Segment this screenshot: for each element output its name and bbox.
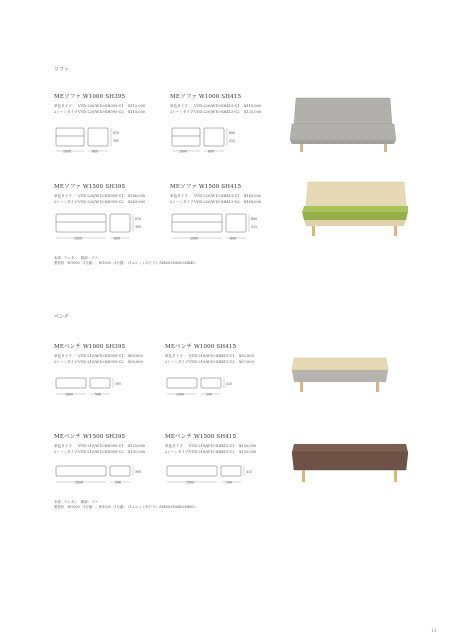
- product-title: MEソファ W1500 SH395: [54, 184, 126, 190]
- dim-seat-height: 415: [229, 139, 236, 143]
- spec-row: 2トーンタイプVVD-220/W15-SH415-C2 ¥169,000: [170, 200, 262, 204]
- spec-row: 単色タイプ VVD-210/W15-SH415-C1 ¥130,000: [165, 444, 257, 448]
- dim-depth: 540: [115, 480, 122, 485]
- product-block-sofa-w1000-sh395: [54, 92, 145, 115]
- spec-row: 単色タイプ VVD-210/W10-SH395-C1 ¥89,000: [54, 354, 143, 358]
- dim-depth: 600: [114, 236, 121, 241]
- bench-notes: [54, 500, 198, 510]
- spec-row: 単色タイプ VVD-210/W15-SH395-C1 ¥125,000: [54, 444, 146, 448]
- product-block-bench-w1000-sh395: [54, 342, 143, 365]
- dim-width: 1500: [75, 480, 84, 485]
- note-line: 張材料 W1000（1分割）、W1500（1分割） (1ユニットあたり)（W450×D640×H600）: [54, 505, 198, 509]
- dim-width: 1000: [179, 149, 188, 154]
- product-block-sofa-w1500-sh415: [170, 182, 261, 205]
- product-title: MEベンチ W1000 SH415: [165, 344, 237, 350]
- product-title: MEベンチ W1000 SH395: [54, 344, 126, 350]
- product-block-sofa-w1500-sh395: [54, 182, 145, 205]
- product-block-sofa-w1000-sh415: [170, 92, 261, 115]
- dim-seat-height: 395: [135, 225, 142, 229]
- product-block-bench-w1500-sh415: [165, 432, 256, 455]
- page-number: 11: [431, 629, 437, 634]
- product-block-bench-w1500-sh395: [54, 432, 145, 455]
- spec-row: 単色タイプ VVD-210/W10-SH415-C1 ¥92,000: [165, 354, 254, 358]
- spec-row: 単色タイプ VVD-220/W15-SH395-C1 ¥156,000: [54, 194, 146, 198]
- bench-w1500-sh415-drawing: [165, 462, 269, 488]
- sofa-w1000-sh415-drawing: [170, 126, 240, 156]
- sofa-gray-photo: [290, 94, 398, 154]
- bench-brown-photo: [290, 440, 410, 490]
- dim-width: 1500: [190, 236, 199, 241]
- product-title: MEベンチ W1500 SH415: [165, 434, 237, 440]
- spec-row: 2トーンタイプVVD-210/W10-SH395-C2 ¥95,000: [54, 360, 143, 364]
- dim-seat-height: 395: [135, 470, 142, 474]
- dim-width: 1000: [176, 392, 185, 397]
- sofa-notes: [54, 256, 198, 266]
- spec-row: 単色タイプ VVD-220/W10-SH415-C1 ¥119,000: [170, 104, 262, 108]
- dim-depth: 600: [208, 149, 215, 154]
- note-line: 本体：ウレタン 脚部：ブナ: [54, 256, 98, 260]
- spec-row: 2トーンタイプVVD-220/W10-SH415-C2 ¥125,000: [170, 110, 262, 114]
- dim-depth: 540: [226, 480, 233, 485]
- dim-height: 890: [251, 217, 258, 221]
- dim-height: 870: [113, 131, 120, 135]
- product-title: MEベンチ W1500 SH395: [54, 434, 126, 440]
- dim-depth: 540: [95, 392, 102, 397]
- dim-depth: 600: [92, 149, 99, 154]
- sofa-w1000-sh395-drawing: [54, 126, 124, 156]
- dim-width: 1000: [65, 392, 74, 397]
- sofa-w1500-sh415-drawing: [170, 212, 270, 244]
- dim-width: 1500: [74, 236, 83, 241]
- spec-row: 単色タイプ VVD-220/W15-SH415-C1 ¥163,000: [170, 194, 262, 198]
- spec-row: 2トーンタイプVVD-210/W15-SH415-C2 ¥135,000: [165, 450, 257, 454]
- dim-height: 890: [229, 131, 236, 135]
- note-line: 本体：ウレタン 脚部：ブナ: [54, 500, 98, 504]
- spec-row: 2トーンタイプVVD-210/W15-SH395-C2 ¥131,000: [54, 450, 146, 454]
- dim-width: 1500: [186, 480, 195, 485]
- dim-seat-height: 415: [251, 225, 258, 229]
- dim-depth: 600: [230, 236, 237, 241]
- product-title: MEソファ W1000 SH395: [54, 94, 126, 100]
- dim-height: 870: [135, 217, 142, 221]
- note-line: 張材料 W1000（1分割）、W1500（1分割） (1ユニットあたり)（W450×D600×H640）: [54, 261, 198, 265]
- product-block-bench-w1000-sh415: [165, 342, 254, 365]
- dim-seat-height: 395: [113, 139, 120, 143]
- bench-w1000-sh395-drawing: [54, 374, 134, 400]
- dim-seat-height: 395: [115, 382, 122, 386]
- spec-row: 2トーンタイプVVD-210/W10-SH415-C2 ¥97,000: [165, 360, 254, 364]
- dim-seat-height: 415: [226, 382, 233, 386]
- bench-beige-gray-photo: [290, 354, 390, 400]
- spec-row: 2トーンタイプVVD-220/W10-SH395-C2 ¥118,000: [54, 110, 146, 114]
- sofa-beige-green-photo: [300, 178, 410, 240]
- dim-seat-height: 415: [246, 470, 253, 474]
- dim-width: 1000: [63, 149, 72, 154]
- bench-w1500-sh395-drawing: [54, 462, 158, 488]
- product-title: MEソファ W1000 SH415: [170, 94, 242, 100]
- bench-w1000-sh415-drawing: [165, 374, 245, 400]
- spec-row: 2トーンタイプVVD-220/W15-SH395-C2 ¥163,000: [54, 200, 146, 204]
- section-label-sofa: ソファ: [54, 67, 69, 73]
- dim-depth: 540: [206, 392, 213, 397]
- sofa-w1500-sh395-drawing: [54, 212, 154, 244]
- spec-row: 単色タイプ VVD-220/W10-SH395-C1 ¥112,000: [54, 104, 146, 108]
- product-title: MEソファ W1500 SH415: [170, 184, 242, 190]
- section-label-bench: ベンチ: [54, 314, 70, 320]
